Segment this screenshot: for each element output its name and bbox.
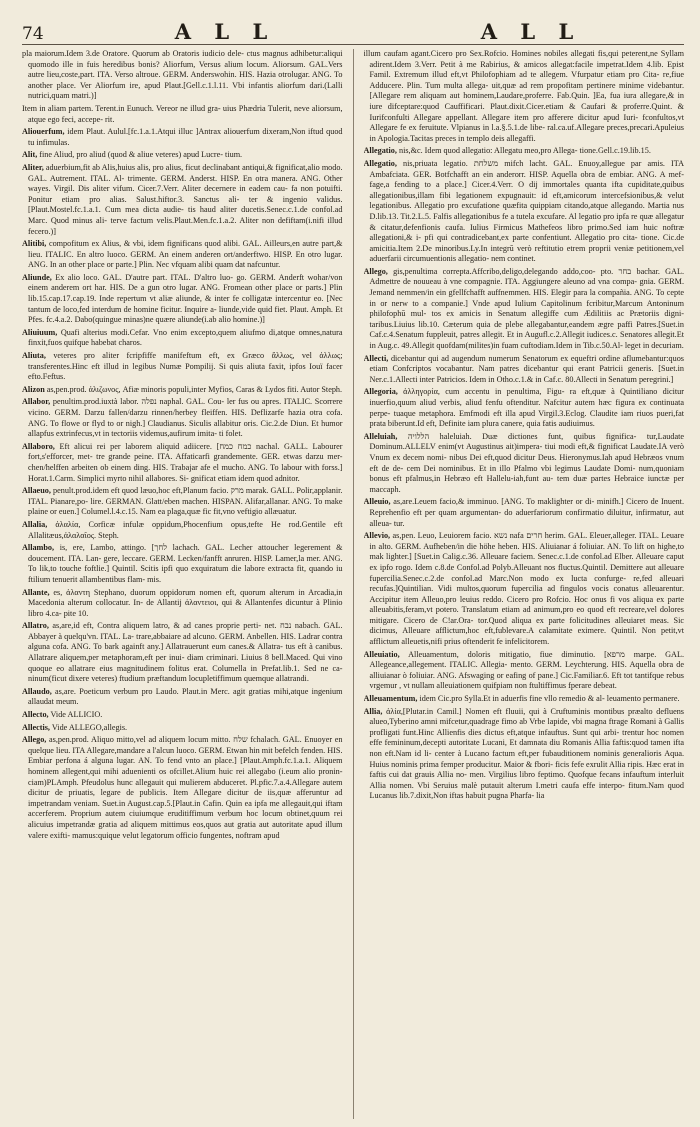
dictionary-entry: [364, 267, 685, 352]
dictionary-entry: [22, 49, 343, 102]
dictionary-entry: [22, 150, 343, 161]
dictionary-entry: [364, 707, 685, 802]
entry-lemma: Alitibi,: [22, 239, 47, 249]
entry-text: Item in aliam partem. Terent.in Eunuch. Vereor ne illud gra- uius Phædria Tulerit, neve aliorsum, atque ego feci, accepe- rit.: [22, 103, 343, 124]
dictionary-entry: [364, 531, 685, 648]
page-number: 74: [22, 24, 44, 44]
entry-text: pla maiorum.Idem 3.de Oratore. Quorum ab Oratoris iudicio dele- ctus magnus adhibetur:aliqui quomodo ille in fuis heredibus bonis? Aliorfum, Versus alium locum. Aliorsum. GAL.Vers autre lieu,coste,part. ITA. Verso altroue. GERM. Anderswohin. HIS. Hazia otrolugar. ANG. To another place. Ver Aliorfum ire, apud Plaut.[Gell.c.1.l.11. Vbi infantis aliorfum dari.(Lalli nutrici,quam matri.)]: [22, 49, 343, 101]
entry-lemma: Allegatio,: [363, 158, 397, 168]
entry-text: gis,penultima correpta.Affcribo,deligo,delegando addo,coo- pto. בחר bachar. GAL. Admettre de nouueau à vne compagnie. ITA. Aggiungere aleuno ad vna compa- gnia. GERM. Jemand nemmen/in ein gfellfchafft auffnemmen. HIS. Elegir para la compañia. ANG. To cepte in or nerw to a companie.] Vnde apud Iulium Capitolinum fcribitur,Marcum Antoninum philofophū mul- tos ex amicis in Senatum allegiffe cum Ædilitiis ac Prætoriis digni- taribus.Liuius lib.10. Cæterum quia de plebe allegabantur,eandem ægre paffi Patres.[Suet.in Caf.c.4.Senatum fuppleuit, patres allegit. Et in Augufl.c.2.Allegit iudices.c. Senatores allegit.Et in Aug.c. 49.Allegit quofdam(milites)in fuam cuftodiam.Idem in Tib.c.50.Al- leget in decuriam.: [369, 266, 684, 351]
entry-text: veteres pro aliter fcripfiffe manifeftum eft, ex Græco ἄλλως, vel ἀλλως; transferentes.Hinc eft illud in legibus Numæ Pompilij. Si quis aliuta faxit, ipfos Iouï facer efto.Feftus.: [28, 351, 343, 382]
entry-text: הללויה haleluiah. Duæ dictiones funt, quibus fignifica- tur,Laudate Dominum.ALLELV enim(vt Augustinus ait)impera- tiui modi eft,& fignificat Laudate.IA verò Vnum ex decem nomi- nibus Dei eft,quod dicitur Deus. Hieronymus.Iah apud Hebræos vnum eft de de- cem Dei nominibus. Et in illo Pfalmo vbi legimus Laudate Domi- num,quoniam bonus eft pfalmus,in Hebræo eft Hallelu-iah,funt au- tem duæ partes Hebraice iunctæ per maccaph.: [369, 431, 684, 494]
page-header: [22, 14, 684, 45]
dictionary-entry: [22, 273, 343, 326]
dictionary-entry: [364, 159, 685, 265]
dictionary-entry: [22, 723, 343, 734]
entry-lemma: Allambo,: [22, 543, 55, 553]
entry-text: Vide ALLICIO.: [50, 710, 103, 720]
dictionary-entry: [22, 328, 343, 349]
running-head-right: A L L: [480, 19, 582, 44]
entry-lemma: Allecti,: [363, 353, 389, 363]
entry-text: nis,&c. Idem quod allegatio: Allegatu meo,pro Allega- tione.Gell.c.19.lib.15.: [398, 146, 651, 156]
dictionary-entry: [22, 397, 343, 439]
entry-text: Alleuamentum, doloris mitigatio, fiue diminutio. [מרפא marpe. GAL. Allegeance,allegement. ITALIC. Allegia- mento. GERM. Leychterung. HIS. Aquella obra de alliuianar ò foliuiar. ANG. Afswaging or eafing of pane.] Cic.Familiar.6. Eft tot tantifque rebus vrgemur , vt nullam alleuiationem quifpiam non ftultiffimus fperare debeat.: [369, 649, 684, 691]
entry-text: idem Cic.pro Sylla.Et in aduerfis fine vllo remedio & al- leuamento permanere.: [419, 694, 680, 704]
dictionary-entry: [22, 442, 343, 484]
entry-text: Eft alicui rei per laborem aliquid adiicere. [כמח כמח nachal. GALL. Labourer fort,s'efforcer, met- tre grande peine. ITA. Affaticarfi grandemente. GER. etwas darzu mer- chen/helffen arbeiten ob einem ding. HIS. Trabajar afe el mucho. ANG. To labour with forss.] Horat.1.Carm. Simplici myrto nihil allabores. Si- gnificat etiam idem quod adnitor.: [28, 441, 343, 483]
entry-lemma: Aliuta,: [22, 351, 46, 361]
entry-lemma: Allevio,: [363, 531, 391, 541]
entry-text: Ex alio loco. GAL. D'autre part. ITAL. D'altro luo- go. GERM. Anderft wohar/von einem anderem ort har. HIS. De a gun otro lugar. ANG. Fromean other place or parts.] Plin lib.15.cap.17.cap.19. Inde repertum vt aliæ aliunde, & inter fe colligatæ intercentur eo. [Nec tantum de loco,fed interdum de homine ficitur. Inquire a- liunde,vide quid fiet. Plaut. Amph. Et Pfes. fc.4.a.2. Dabo(quingue minas)ne quære aliunde(i.ab alio homine.)]: [28, 272, 343, 325]
entry-lemma: Alleuiatio,: [363, 649, 400, 659]
entry-lemma: Allalia,: [22, 519, 48, 529]
entry-text: Quafi alterius modi.Cefar. Vno enim excepto,quem aliufmo di,atque omnes,natura finxit,fuos quifque habebat charos.: [28, 327, 343, 348]
two-column-body: [22, 49, 684, 1119]
entry-text: compofitum ex Alius, & vbi, idem fignificans quod alibi. GAL. Ailleurs,en autre part,& lieu. ITALIC. En altro luoco. GERM. An einem anderen ort/anderftwo. HISP. En otro lugar. ANG. In an other place or parte.] Plin. Nec vfquam alibi quam dat nafcuntur.: [28, 239, 343, 270]
entry-text: Vide ALLEGO,allegis.: [51, 722, 128, 732]
dictionary-entry: [22, 486, 343, 518]
entry-lemma: Alizon: [22, 384, 45, 394]
dictionary-entry: [364, 354, 685, 386]
entry-lemma: Aliunde,: [22, 272, 52, 282]
dictionary-entry: [22, 239, 343, 271]
entry-lemma: Allaeuo,: [22, 486, 51, 496]
running-head-left: A L L: [174, 19, 276, 44]
entry-lemma: Allego,: [22, 735, 47, 745]
entry-text: as,are. Poeticum verbum pro Laudo. Plaut.in Merc. agit gratias mihi,atque ingenium allaudat meum.: [28, 686, 343, 707]
dictionary-entry: [364, 650, 685, 692]
entry-lemma: Allatro,: [22, 621, 49, 631]
dictionary-entry: [22, 588, 343, 620]
entry-text: penultim.prod.iuxtà labor. נפלה naphal. GAL. Cou- ler fus ou apres. ITALIC. Scorrere vicino. GERM. Darzu fallen/darzu rinnen/herbey fleiffen. HIS. Deflizarfe hazia otra cofa. ANG. To flowe or flyd to or nigh.] Claudianus. Siculis allabitur oris. Cic.2.de Diun. Et humor allapfus extrinfecus,vt in tectoriis videmus,aufirum imita- ti folet.: [28, 397, 343, 439]
dictionary-entry: [22, 385, 343, 396]
entry-text: as,pen.prod. Aliquo mitto,vel ad aliquem locum mitto. שלח fchalach. GAL. Enuoyer en quelque lieu. ITA Allegare,mandare a l'alcun luoco. GERM. Etwan hin mit befelch fenden. HIS. Embiar perfona á alguna lugar. AN. To fend vnto an place.] [Plaut.Amph.fc.1.a.1. Aliquem hominem allegent,qui mihi aduenienti os ofcillet.Alium huic rei allegabo (i.eum alio pronin- ciam)PLAmph. Pfeudolus hunc allegauit qui mulierem abduceret. Pl.pfic.7.a.4.Allegare autem dicitur de priuatis, legare de publicis. Item Allegare dicitur de iis,quæ afferuntur ad impetrandam veniam. Suet.in August.cap.5.[Plaut.in Cafin. Quin ea ipfa me allegauit,qui iftam accerferem. Proprium autem ciuiumque eruditiffimum verbum hoc locum obtinet,quum rei alicuius impetrandæ gratia ad aliquem mittimus eos,quos aut gratia aut autoritate apud illum valere exifti- mamus:quique velut legatorum officio fungentes, noftram apud: [28, 735, 343, 840]
dictionary-entry: [364, 694, 685, 705]
entry-lemma: Alleuio,: [363, 497, 391, 507]
dictionary-entry: [22, 543, 343, 585]
dictionary-entry: [364, 387, 685, 429]
dictionary-entry: [22, 687, 343, 708]
entry-lemma: Allabor,: [22, 397, 51, 407]
entry-lemma: Allegatio,: [363, 146, 397, 156]
entry-text: aduerbium,fit ab Alis,huius alis, pro alius, ficut declinabant antiqui,& fignificat,alio modo. GAL. Autrement. ITAL. Al- trimente. GERM. Anderst. HISP. En otra manera. ANG. Other wayes. Virgil. Dis aliter vifum. Cicer.7.Verr. Aliter decernere in eadem cau- fa non potuifti. Ponitur etiam pro alias. Salust.hiftor.3. Sanctus ali- ter & ingenio validus. [Plaut.Mostel.fc.1.a.1. Cum mea dicta audie- tis haud aliter ducetis.Senec.c.1.de confol.ad Marc. Quod minus ali- terve factum velis.Plaut.Men.fc.1.a.2. Aliter non defiftam(i.nifi illud fecero.)]: [28, 162, 343, 236]
entry-lemma: Aliuiuum,: [22, 327, 58, 337]
entry-text: nis,priuata legatio. משלחת mifch lacht. GAL. Enuoy,allegue par amis. ITA Ambafciata. GER. Botfchafft an ein anderorr. HISP. Aquella obra de embiar. ANG. A mef- fage,a fending to a place.] Cicer.4.Verr. O dij immortales quanta ifta cupiditate,quibus allegationibus,illam fibi legationem expugnauit: id eft,amicorum intercefsionibus,& velut legationibus. Allegatio pro excufatione quæfita quippiam citando,atque allegando. Martia nus D.lib.13. Tit.2.L.5. Falfis allegationibus fe a tutela excufare. Al legatio pro ipfa re quæ allegatur & citatur,defenfionis caufa. Iulius Firmicus Mathefeos libro primo.Sed iam huic noftræ allegationi,& i- pfi qui contradicebant,ex parte confentiunt. Allegatio pro cita- tione. Cic.de amicitia.Item 2.De minoribus.Ly.In integrū verò reftitutio etrem proprii veniæ petitionem,vel aduerfarii circumuentionis allegatio- nem continet.: [369, 158, 684, 264]
entry-text: as,pen.prod. ἀλιζωνος, Afiæ minoris populi,inter Myfios, Caras & Lydos fiti. Autor Steph.: [46, 384, 343, 394]
entry-lemma: Aliouerfum,: [22, 127, 65, 137]
entry-lemma: Alleluiah,: [363, 431, 398, 441]
dictionary-entry: [22, 351, 343, 383]
entry-lemma: Allaboro,: [22, 441, 55, 451]
entry-lemma: Aliter,: [22, 162, 44, 172]
running-head: [72, 19, 684, 44]
right-column: [364, 49, 685, 1119]
dictionary-entry: [364, 497, 685, 529]
entry-text: es, ἀλαντη Stephano, duorum oppidorum nomen eft, quorum alterum in Arcadia,in Macedonia alterum collocatur. In- de Allantij ἀλαντειοι, qui & Allantenfes dicuntur à Plinio libro 4.ca- pite 10.: [28, 587, 343, 618]
dictionary-entry: [364, 146, 685, 157]
entry-lemma: Allego,: [363, 266, 388, 276]
entry-lemma: Alit,: [22, 150, 38, 160]
entry-lemma: Allectis,: [22, 722, 50, 732]
entry-text: as,pen. Leuo, Leuiorem facio. נשא nafa חרים herim. GAL. Eleuer,alleger. ITAL. Leuare in alto. GERM. Aufheben/in die höhe heben. HIS. Aliuianar á foliuiar. AN. To lift on highe,to mak lighter.] [Suet.in Calig.c.36. Alleuare faciem. Senec.c.1.de confol.ad Elber. Alleuare caput ex ipfo rogo. Idem c.8.de Confol.ad Polyb.Alleuant nos fluctus.Quintil. Demittere aut alleuare fupercilia.Senec.c.2.de confol.ad Marc.Non modo ex lucta confurge- re,fed alleuari recufas.]Quintilian. Vidi multos,quorum fupercilia ad fingulos vocis conatus alleuarentur. Accipitur item Alleuo,pro leuius reddo. Cicero pro Rofcio. Hoc onus fi vos aliqua ex parte alleuabitis,feram,vt potero. Translatum etiam ad animum,pro eo quod eft recreare,vel dolores mitigare. Cicero de C!ar.Ora- tor.Quod aliqua ex parte folicitudines alleuiaret meas. Sic dicimus, Alleuare afflictum,hoc eft,fublevare.A calamitate eximere. Quintil. Non petit,vt afflictum alleuetis,nifi prius oftenderit fe infelicitorem.: [369, 531, 684, 647]
entry-lemma: Allegoria,: [363, 387, 398, 397]
dictionary-entry: [22, 127, 343, 148]
dictionary-entry: [22, 621, 343, 685]
dictionary-entry: [22, 710, 343, 721]
dictionary-entry: [22, 163, 343, 237]
dictionary-entry: [22, 520, 343, 541]
entry-lemma: Allante,: [22, 587, 50, 597]
entry-text: dicebantur qui ad augendum numerum Senatorum ex equeftri ordine aflumebantur:quos etiam Confcriptos vocabantur. Nam patres dicebantur qui erant Patricii generis. [Suet.in Ner.c.1.Allecti inter Patricios. Idem in Otho.c.1.& in Caf.c. 80.Allecti in Senatum peregrini.]: [369, 353, 684, 384]
entry-lemma: Alleuamentum,: [363, 694, 418, 704]
entry-lemma: Allaudo,: [22, 686, 52, 696]
dictionary-entry: [364, 432, 685, 496]
entry-lemma: Allecto,: [22, 710, 49, 720]
entry-text: penult.prod.idem eft quod læuo,hoc eft,Planum facio. מרק marak. GALL. Polir,applanir. ITAL. Pianare,po- lire. GERMAN. Glatt/eben machen. HISPAN. Alifar,allanar. ANG. To make plaine or euen.] Columel.l.4.c.15. Nam ea plaga,quæ fic fit,vno veftigio allæuatur.: [28, 486, 343, 517]
dictionary-entry: [22, 735, 343, 841]
entry-text: as,are.Leuem facio,& imminuo. [ANG. To maklighter or di- minifh.] Cicero de Inuent. Reprehenfio eft per quam argumentan- do aduerfariorum confirmatio diluitur, infirmatur, aut alleua- tur.: [369, 497, 684, 528]
entry-text: is, ere, Lambo, attingo. [לחך lachach. GAL. Lecher attoucher legerement & doucement. ITA. Lan- gere, leccare. GERM. Lecken/fanfft anruren. HISP. Lamer,la mer. ANG. To lik,to touche foftlie.] Quintil. Scitis ipfi quo exquiratum die labore extracta fit, quando iu ftilium tenuerit allambentibus flam- mis.: [28, 543, 343, 584]
entry-text: ἀλία,[Plutar.in Camil.] Nomen eft fluuii, qui à Cruftuminis montibus præalto defluens alueo,Tyberino amni mifcetur,quadrage fimo ab Vrbe lapide, vbi magna ftrage Romani à Gallis profligati funt.Hinc Allienfis dies dictus eft,atque infauftus. Sunt qui arbi- trentur hoc nomen effe femininum,decepti autoritate Lucani, Et damnata diu Romanis Allia faftis:quod tamen ifta non eft.Nam id li- center à Lucano factum eft,per fubauditionem nominis generalioris Aqua. Huius nominis prima femper producitur. Maior & fbori- ficis fefe exrulit Allia ripis. Hæc erat in faftis cui dat grauis Allia no- men. Virgilius libro feptimo. Quofque fecans infauftum interluit Allia nomen. Vbi Seruius malè putauit alterum I.metri caufa effe interpo- fitum.Nam quod Lucanus lib.7.dixit,Non iftas habuit pugna Pharfa- lia: [369, 706, 684, 801]
dictionary-entry: [22, 104, 343, 125]
entry-text: idem Plaut. Aulul.[fc.1.a.1.Atqui illuc ]Antrax aliouerfum dixeram,Non iftud quod tu infimulas.: [28, 127, 343, 147]
entry-text: illum caufam agant.Cicero pro Sex.Rofcio. Homines nobiles allegati fis,qui peterent,ne Syllam adirent.Idem 3.Verr. Petit à me Rabirius, & amicos allegat:facile impetrat.Idem 4.lib. Epist Famil. Extremum illud eft,vt Philofophiam ad te allegem. Vfurpatur etiam pro Cita- re,fiue Adducere. Plin. Tum multa allega- uit,quæ ad rem propofitam pertinere minime videbantur. [Allegare rem aliquam aut hominem,Laudare,proferre. Fab.Quin. ]Ea, fua iura allegare,& in iure difceptare:quod Cauffificari. Plaut.dixit.Cicer.etiam & Caufari & proferre.Quint. & Iurifconfulti Allegare appellant. Allegare item pro afferere dicitur apud Iuri- fconfultos,vt Allegare fe ex feruitute. Vlpianus in l.a.§.5.1.de libe- ral.ca.uf.Allegare preces,precari.Apuleius in Apologia.Tacitas preces in templo deis allegaffi.: [363, 49, 684, 143]
entry-lemma: Allia,: [363, 706, 383, 716]
column-divider: [353, 49, 354, 1119]
entry-text: ἀλαλία, Corficæ infulæ oppidum,Phocenfium opus,tefte He rod.Gentile eft Allalitæus,ἀλαλαῖος. Steph.: [28, 519, 343, 540]
entry-text: fine Aliud, pro aliud (quod & aliue veteres) apud Lucre- tium.: [39, 150, 243, 160]
left-column: [22, 49, 343, 1119]
entry-text: as,are,id eft, Contra aliquem latro, & ad canes proprie perti- net. נבח nabach. GAL. Abbayer à quelqu'vn. ITAL. La- trare,abbaiare ad alcuno. GERM. Anbellen. HIS. Ladrar contra alguna cofa. ANG. To bark againft any.] Allatrauerunt eum canes.& Allatra- tus eft à canibus. Allatrare aliquem,per metaphoram,eft per inui- diam criminari. Liuius 8 bell.Maced. Qui vino quoque eo allatrare eius magnitudinem folitus erat. Columella in Prefat.lib.1. Sed ne ca- ninum(ficut dixere veteres) ftudium præftandum locupletiffimum quemque allatrandi.: [28, 621, 343, 684]
entry-text: ἀλληγορία, cum accentu in penultima, Figu- ra eft,quæ à Quintiliano dicitur inuerfio,quum aliud verbis, aliud fenfu oftenditur. Nafcitur autem hæc figura ex continuata perpe- tuaque metaphora. Emfmodi eft illa apud Virgil.3.Eclog. Claudite iam riuos pueri,fat prata biberunt.Id eft, Definite iam plura canere, quia fatis audiuimus.: [369, 387, 684, 429]
dictionary-entry: [364, 49, 685, 144]
